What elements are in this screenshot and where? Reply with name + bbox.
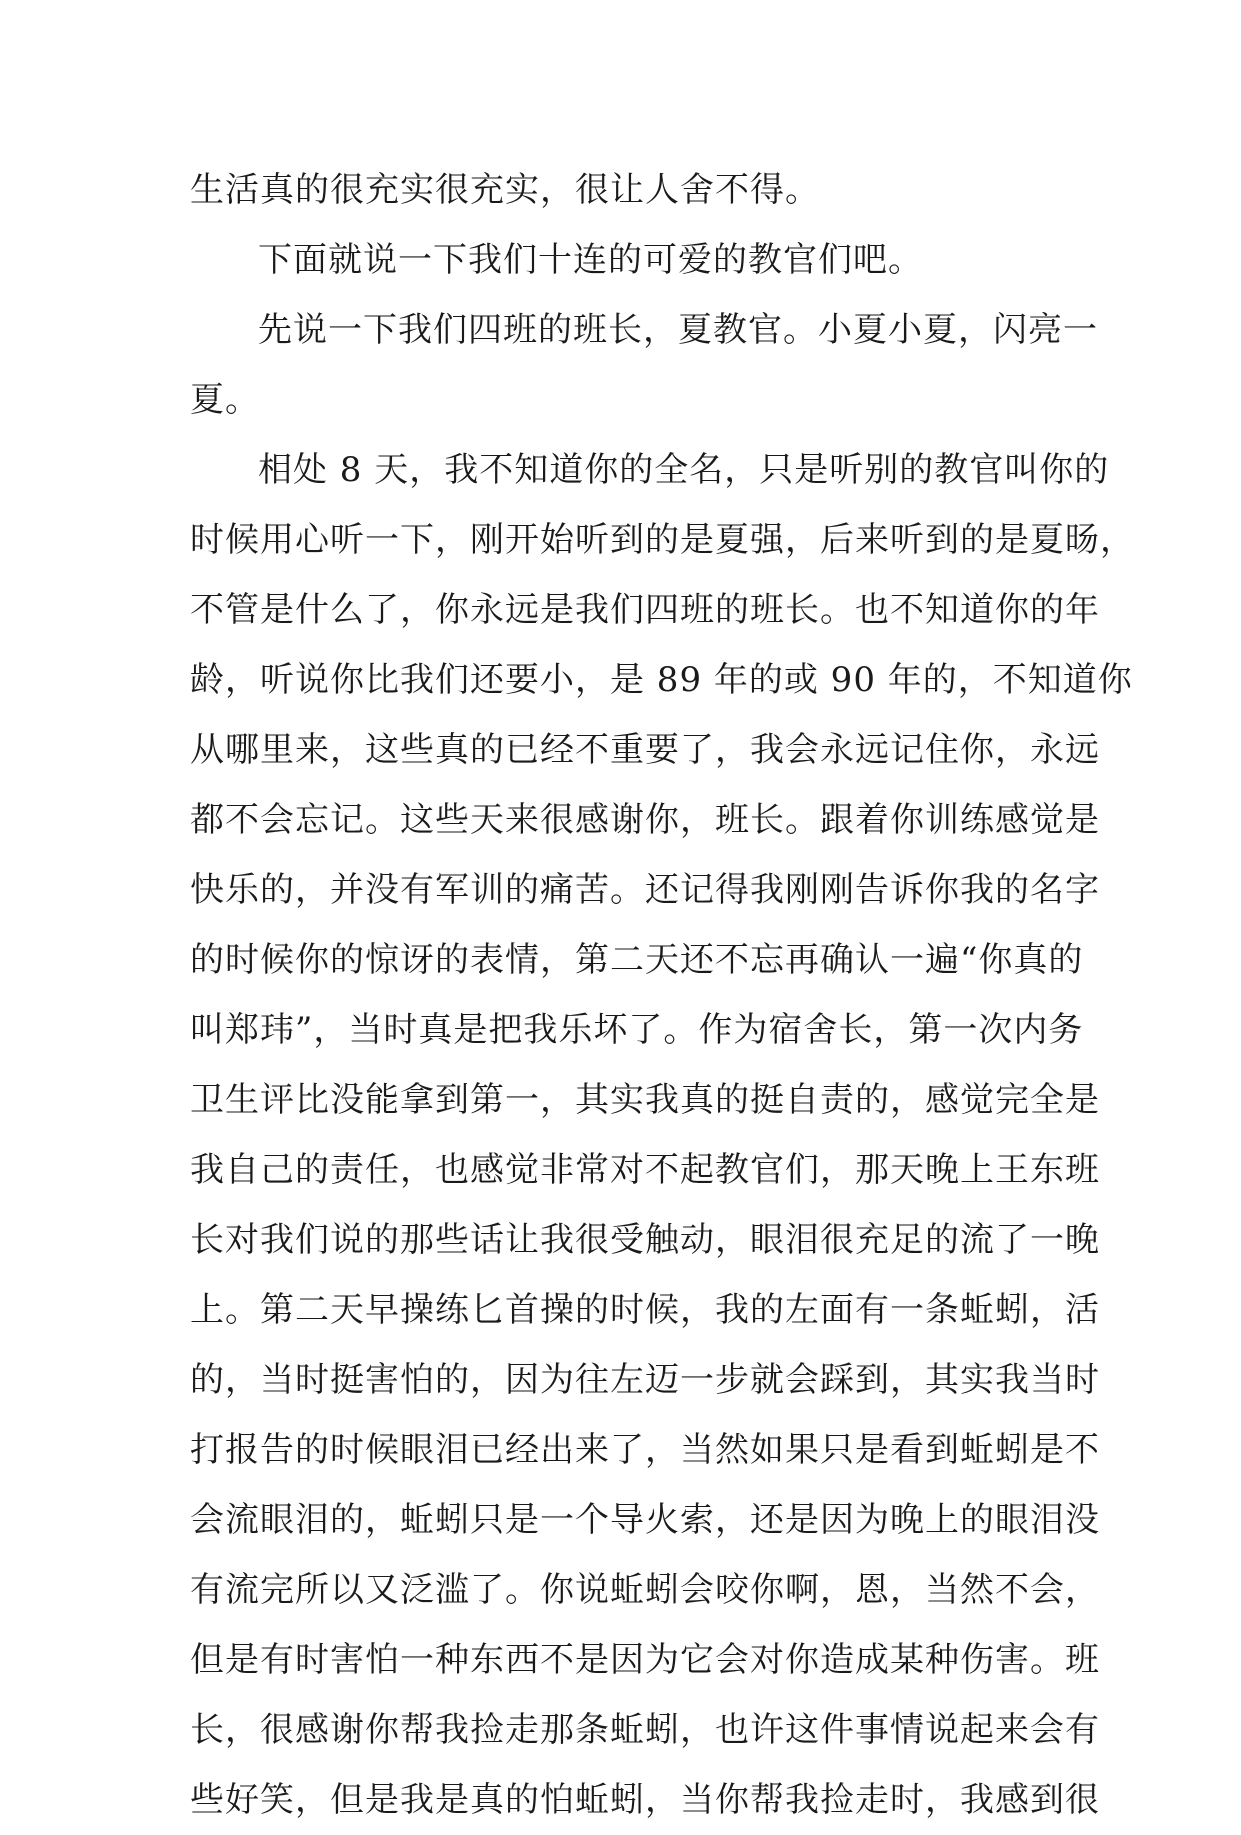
text-line: 会流眼泪的，蚯蚓只是一个导火索，还是因为晚上的眼泪没 xyxy=(190,1500,1100,1540)
paragraph-first-line: 下面就说一下我们十连的可爱的教官们吧。 xyxy=(258,240,923,280)
text-line: 我自己的责任，也感觉非常对不起教官们，那天晚上王东班 xyxy=(190,1150,1100,1190)
text-line: 叫郑玮”，当时真是把我乐坏了。作为宿舍长，第一次内务 xyxy=(190,1010,1084,1050)
text-line: 长，很感谢你帮我捡走那条蚯蚓，也许这件事情说起来会有 xyxy=(190,1710,1100,1750)
text-line: 的时候你的惊讶的表情，第二天还不忘再确认一遍“你真的 xyxy=(190,940,1084,980)
text-line: 生活真的很充实很充实，很让人舍不得。 xyxy=(190,170,820,210)
paragraph-first-line: 相处 8 天，我不知道你的全名，只是听别的教官叫你的 xyxy=(258,450,1110,490)
text-line: 些好笑，但是我是真的怕蚯蚓，当你帮我捡走时，我感到很 xyxy=(190,1780,1100,1820)
text-line: 上。第二天早操练匕首操的时候，我的左面有一条蚯蚓，活 xyxy=(190,1290,1100,1330)
text-line: 时候用心听一下，刚开始听到的是夏强，后来听到的是夏旸， xyxy=(190,520,1135,560)
text-line: 都不会忘记。这些天来很感谢你，班长。跟着你训练感觉是 xyxy=(190,800,1100,840)
text-line: 从哪里来，这些真的已经不重要了，我会永远记住你，永远 xyxy=(190,730,1100,770)
paragraph-first-line: 先说一下我们四班的班长，夏教官。小夏小夏，闪亮一 xyxy=(258,310,1098,350)
text-line: 但是有时害怕一种东西不是因为它会对你造成某种伤害。班 xyxy=(190,1640,1100,1680)
text-line: 龄，听说你比我们还要小，是 89 年的或 90 年的，不知道你 xyxy=(190,660,1133,700)
text-line: 夏。 xyxy=(190,380,260,420)
text-line: 不管是什么了，你永远是我们四班的班长。也不知道你的年 xyxy=(190,590,1100,630)
text-line: 卫生评比没能拿到第一，其实我真的挺自责的，感觉完全是 xyxy=(190,1080,1100,1120)
text-line: 有流完所以又泛滥了。你说蚯蚓会咬你啊，恩，当然不会， xyxy=(190,1570,1100,1610)
text-line: 快乐的，并没有军训的痛苦。还记得我刚刚告诉你我的名字 xyxy=(190,870,1100,910)
text-line: 的，当时挺害怕的，因为往左迈一步就会踩到，其实我当时 xyxy=(190,1360,1100,1400)
body-text xyxy=(190,155,1135,1835)
text-line: 长对我们说的那些话让我很受触动，眼泪很充足的流了一晚 xyxy=(190,1220,1100,1260)
text-line: 打报告的时候眼泪已经出来了，当然如果只是看到蚯蚓是不 xyxy=(190,1430,1100,1470)
